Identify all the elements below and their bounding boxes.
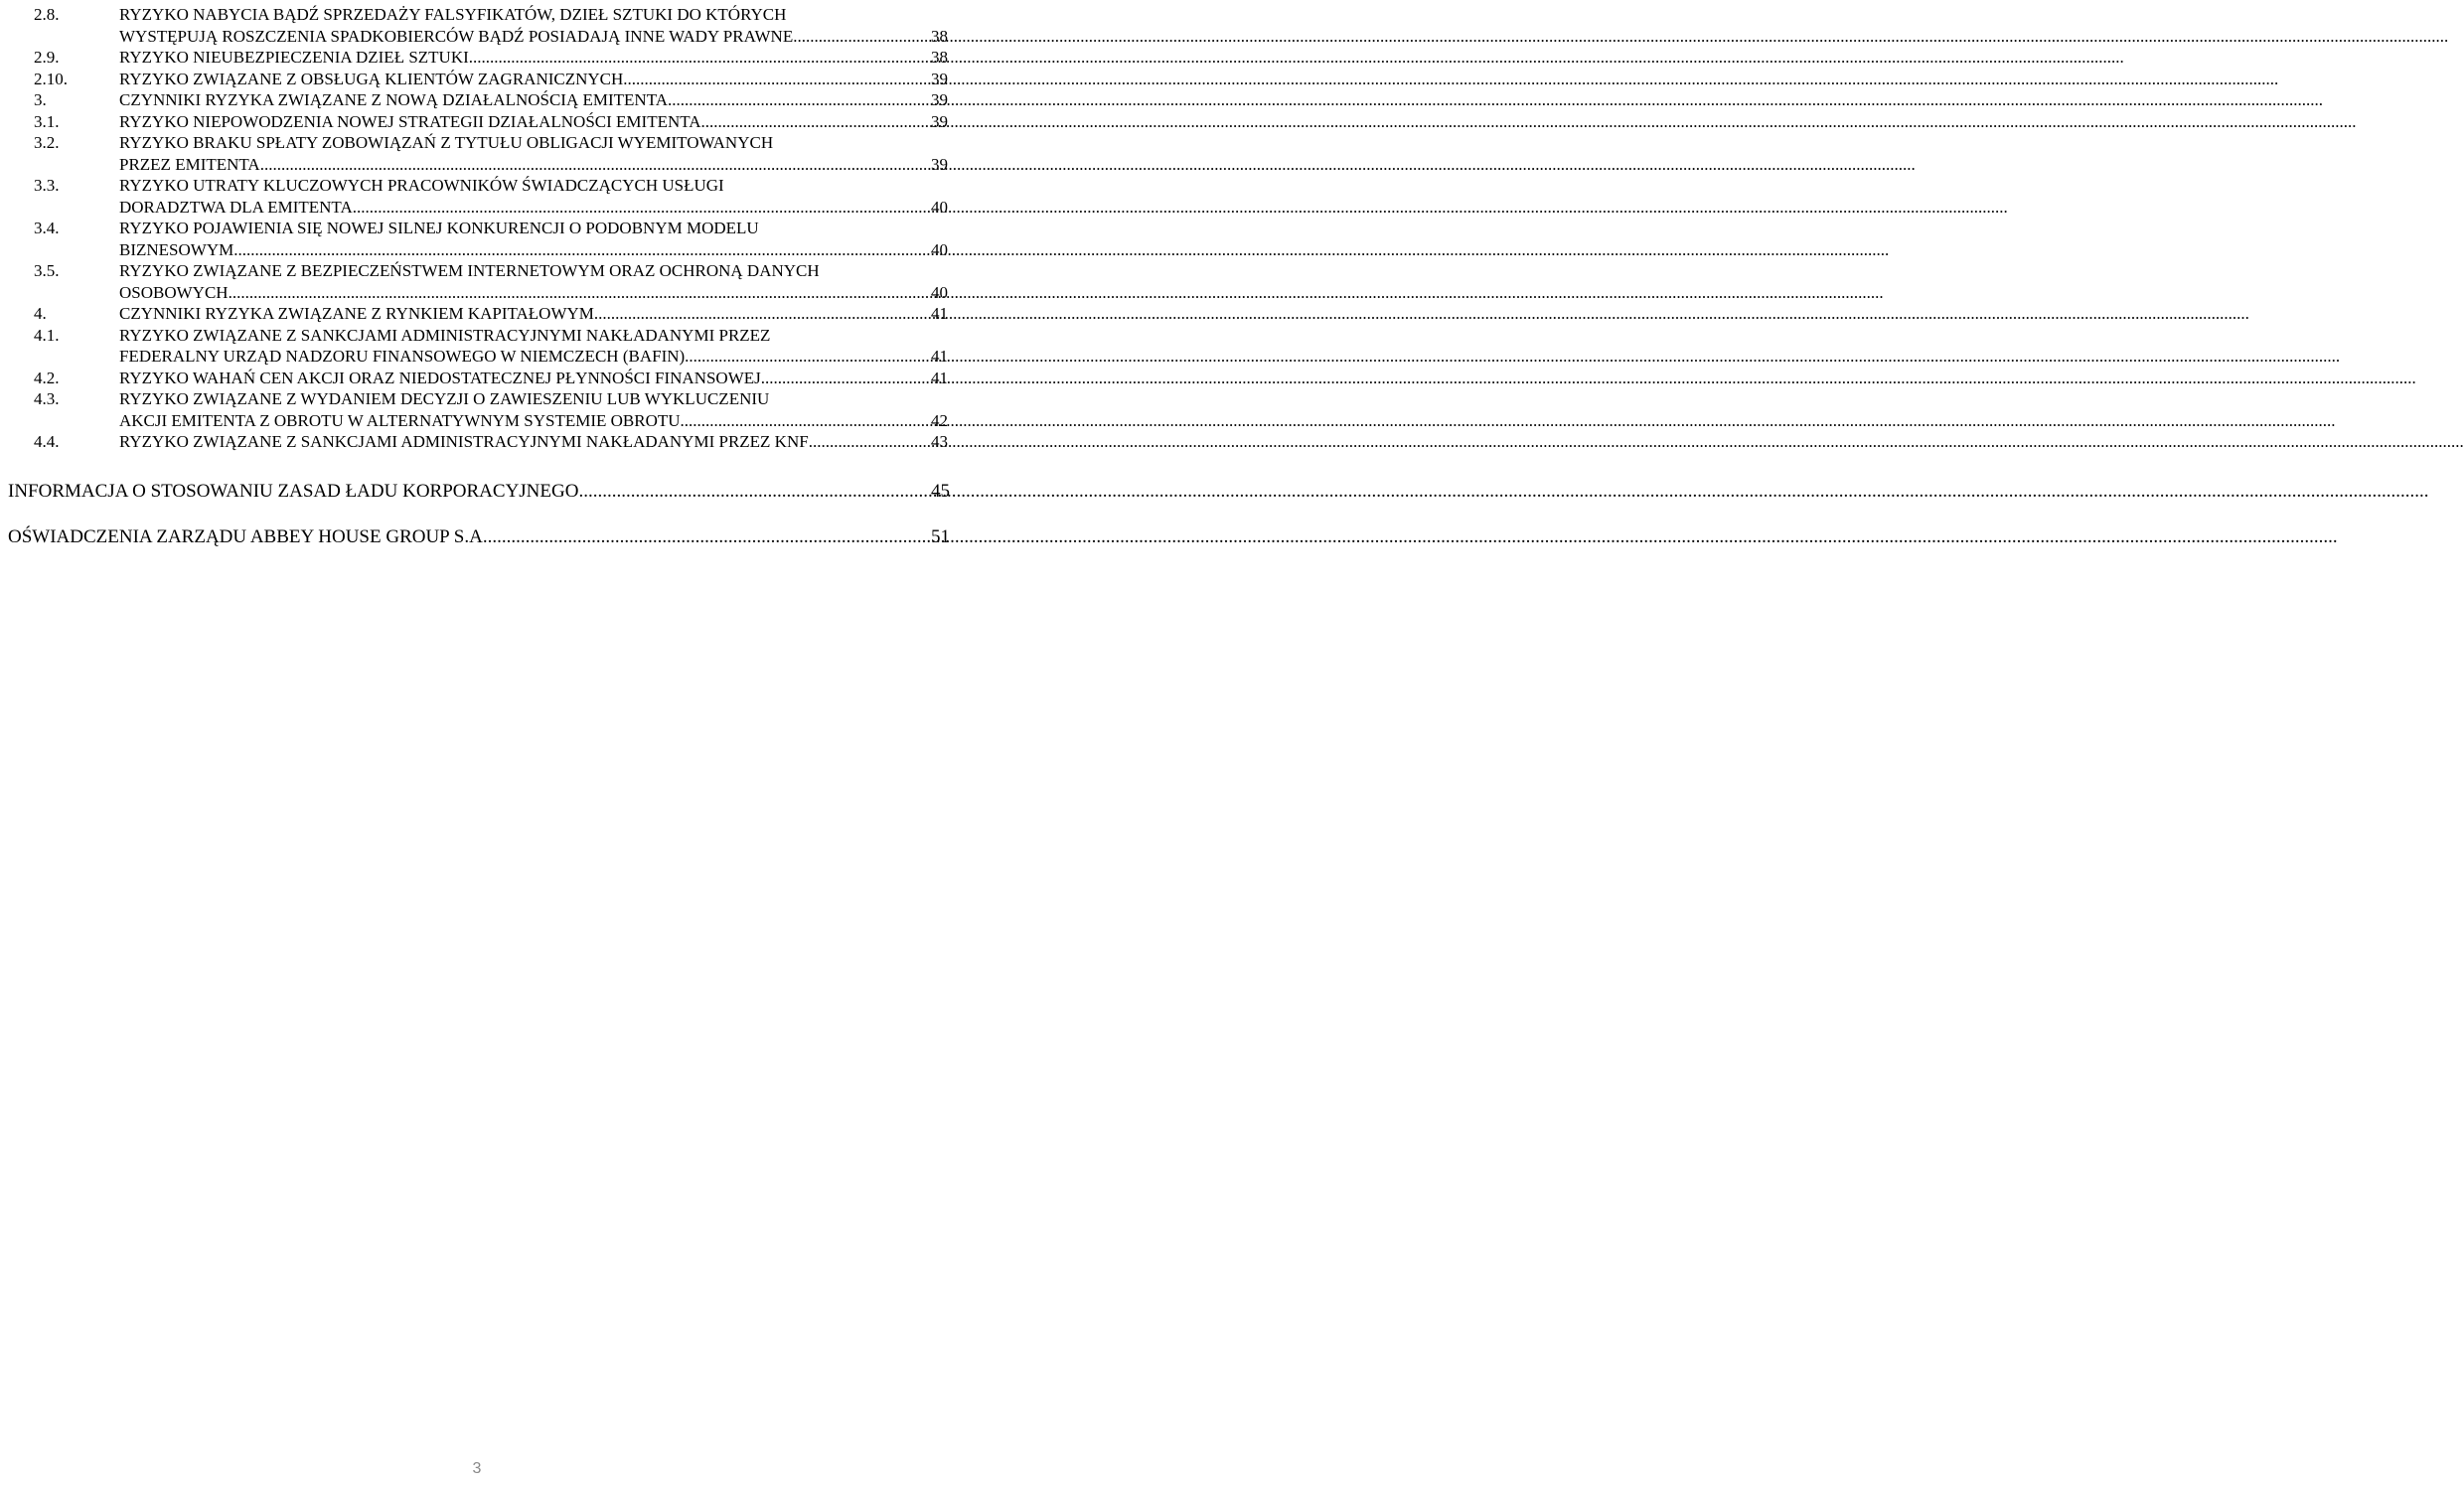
toc-entry[interactable]: [34, 175, 948, 218]
toc-entry-number: 3.4.: [34, 219, 60, 237]
toc-entry-number: 3.1.: [34, 111, 60, 131]
toc-page-number: 40: [931, 239, 948, 259]
toc-entry-line: [119, 303, 948, 325]
toc-entry[interactable]: [34, 431, 948, 453]
toc-entry-line: [119, 388, 948, 410]
toc-entry-text: BIZNESOWYM: [119, 239, 234, 259]
dot-leader: [353, 197, 928, 219]
toc-entry-text: RYZYKO ZWIĄZANE Z SANKCJAMI ADMINISTRACYJNYMI NAKŁADANYMI PRZEZ KNF: [119, 432, 809, 451]
toc-entry-title: OŚWIADCZENIA ZARZĄDU ABBEY HOUSE GROUP S.A.: [8, 526, 488, 547]
toc-entry-number: 2.10.: [34, 69, 68, 88]
toc-entry-line: [119, 154, 948, 176]
toc-entry-title: [119, 431, 948, 453]
toc-entry-number: 4.1.: [34, 325, 60, 345]
table-of-contents: [34, 4, 948, 453]
toc-entry-title: [119, 368, 948, 389]
toc-page-number: 43: [931, 432, 948, 451]
toc-entry[interactable]: [34, 218, 948, 260]
toc-entry-text: RYZYKO ZWIĄZANE Z SANKCJAMI ADMINISTRACYJNYMI NAKŁADANYMI PRZEZ: [119, 325, 771, 345]
toc-entry-line: [119, 26, 948, 48]
toc-entry-number: 2.8.: [34, 5, 60, 24]
toc-entry[interactable]: [34, 69, 948, 90]
dot-leader: [701, 111, 928, 133]
toc-page-number: 39: [931, 154, 948, 174]
toc-entry-title: [119, 4, 948, 47]
toc-entry-line: [119, 69, 948, 90]
toc-entry-text: RYZYKO POJAWIENIA SIĘ NOWEJ SILNEJ KONKURENCJI O PODOBNYM MODELU: [119, 219, 759, 237]
toc-entry[interactable]: [34, 47, 948, 69]
toc-entry[interactable]: [34, 303, 948, 325]
toc-entry[interactable]: [34, 89, 948, 111]
toc-page-number: 42: [931, 410, 948, 430]
toc-entry-text: RYZYKO NIEPOWODZENIA NOWEJ STRATEGII DZIAŁALNOŚCI EMITENTA: [119, 111, 701, 131]
toc-entry-number: 3.5.: [34, 261, 60, 280]
page-number-footer: 3: [472, 1460, 482, 1477]
toc-entry-line: [119, 239, 948, 261]
toc-page-number: 38: [931, 48, 948, 67]
toc-entry-text: FEDERALNY URZĄD NADZORU FINANSOWEGO W NIEMCZECH (BAFIN): [119, 347, 686, 366]
toc-entry-number: 4.: [34, 304, 47, 323]
toc-page-number: 39: [931, 90, 948, 109]
toc-entry-line: [119, 4, 948, 26]
toc-entry-title: [119, 325, 948, 368]
toc-entry-title: [119, 132, 948, 175]
dot-leader: [809, 431, 928, 453]
toc-page-number: 40: [931, 282, 948, 302]
toc-page-number: 40: [931, 197, 948, 217]
toc-entry-line: [119, 325, 948, 347]
toc-entry[interactable]: [34, 325, 948, 368]
toc-entry-title: [119, 89, 948, 111]
toc-entry[interactable]: [34, 260, 948, 303]
toc-entry-text: AKCJI EMITENTA Z OBROTU W ALTERNATYWNYM SYSTEMIE OBROTU: [119, 410, 681, 430]
toc-entry-line: [119, 410, 948, 432]
toc-entry-line: [119, 368, 948, 389]
toc-entry-text: RYZYKO ZWIĄZANE Z WYDANIEM DECYZJI O ZAWIESZENIU LUB WYKLUCZENIU: [119, 389, 770, 408]
dot-leader: [488, 525, 929, 549]
toc-entry-title: INFORMACJA O STOSOWANIU ZASAD ŁADU KORPORACYJNEGO: [8, 481, 579, 502]
toc-entry-number: 4.4.: [34, 432, 60, 451]
toc-entry-text: CZYNNIKI RYZYKA ZWIĄZANE Z RYNKIEM KAPITAŁOWYM: [119, 304, 594, 323]
toc-entry-line: [119, 132, 948, 154]
toc-entry[interactable]: [34, 388, 948, 431]
toc-entry-line: [119, 431, 948, 453]
dot-leader: [469, 47, 928, 69]
dot-leader: [594, 303, 928, 325]
toc-entry-line: [119, 197, 948, 219]
toc-entry-text: RYZYKO BRAKU SPŁATY ZOBOWIĄZAŃ Z TYTUŁU OBLIGACJI WYEMITOWANYCH: [119, 133, 774, 152]
toc-entry-line: [119, 47, 948, 69]
toc-entry-text: RYZYKO NABYCIA BĄDŹ SPRZEDAŻY FALSYFIKATÓW, DZIEŁ SZTUKI DO KTÓRYCH: [119, 5, 787, 24]
toc-entry-text: PRZEZ EMITENTA: [119, 154, 260, 174]
toc-entry-title: [119, 218, 948, 260]
dot-leader: [685, 346, 928, 368]
toc-entry-title: [119, 111, 948, 133]
dot-leader: [761, 368, 928, 389]
toc-entry-line: [119, 218, 948, 239]
toc-entry-line: [119, 89, 948, 111]
toc-entry-number: 3.3.: [34, 176, 60, 195]
toc-entry-number: 3.2.: [34, 133, 60, 152]
toc-entry-line: [119, 282, 948, 304]
toc-entry-line: [119, 260, 948, 282]
toc-entry[interactable]: [34, 132, 948, 175]
toc-entry-line: [119, 111, 948, 133]
dot-leader: [233, 239, 928, 261]
toc-entry-text: DORADZTWA DLA EMITENTA: [119, 197, 353, 217]
dot-leader: [681, 410, 928, 432]
toc-entry-text: RYZYKO ZWIĄZANE Z BEZPIECZEŃSTWEM INTERNETOWYM ORAZ OCHRONĄ DANYCH: [119, 261, 820, 280]
toc-entry[interactable]: [34, 111, 948, 133]
toc-entry-text: WYSTĘPUJĄ ROSZCZENIA SPADKOBIERCÓW BĄDŹ POSIADAJĄ INNE WADY PRAWNE: [119, 26, 794, 46]
toc-entry-title: [119, 175, 948, 218]
dot-leader: [229, 282, 928, 304]
toc-entry-number: 4.3.: [34, 389, 60, 408]
toc-page-number: 41: [931, 304, 948, 323]
toc-entry-text: RYZYKO ZWIĄZANE Z OBSŁUGĄ KLIENTÓW ZAGRANICZNYCH: [119, 69, 624, 88]
toc-entry-text: RYZYKO WAHAŃ CEN AKCJI ORAZ NIEDOSTATECZNEJ PŁYNNOŚCI FINANSOWEJ: [119, 368, 761, 387]
toc-page-number: 45: [931, 481, 950, 502]
toc-entry-management-statements[interactable]: [8, 525, 950, 549]
toc-entry-text: RYZYKO UTRATY KLUCZOWYCH PRACOWNIKÓW ŚWIADCZĄCYCH USŁUGI: [119, 176, 724, 195]
toc-entry-number: 3.: [34, 90, 47, 109]
dot-leader: [578, 480, 929, 504]
toc-entry-title: [119, 388, 948, 431]
toc-entry-title: [119, 303, 948, 325]
toc-entry-text: OSOBOWYCH: [119, 282, 229, 302]
toc-entry-title: [119, 260, 948, 303]
toc-entry-line: [119, 175, 948, 197]
toc-entry[interactable]: [34, 4, 948, 47]
dot-leader: [793, 26, 928, 48]
dot-leader: [260, 154, 928, 176]
toc-entry-title: [119, 69, 948, 90]
toc-entry[interactable]: [34, 368, 948, 389]
toc-entry-line: [119, 346, 948, 368]
dot-leader: [668, 89, 928, 111]
toc-page-number: 39: [931, 69, 948, 88]
toc-entry-corporate-governance[interactable]: [8, 480, 950, 504]
toc-page-number: 51: [931, 526, 950, 547]
toc-page-number: 38: [931, 26, 948, 46]
toc-entry-title: [119, 47, 948, 69]
toc-page-number: 39: [931, 111, 948, 131]
toc-entry-text: RYZYKO NIEUBEZPIECZENIA DZIEŁ SZTUKI: [119, 48, 469, 67]
dot-leader: [623, 69, 928, 90]
toc-entry-number: 2.9.: [34, 48, 60, 67]
toc-entry-text: CZYNNIKI RYZYKA ZWIĄZANE Z NOWĄ DZIAŁALNOŚCIĄ EMITENTA: [119, 90, 668, 109]
toc-page-number: 41: [931, 347, 948, 366]
toc-page-number: 41: [931, 368, 948, 387]
toc-entry-number: 4.2.: [34, 368, 60, 387]
